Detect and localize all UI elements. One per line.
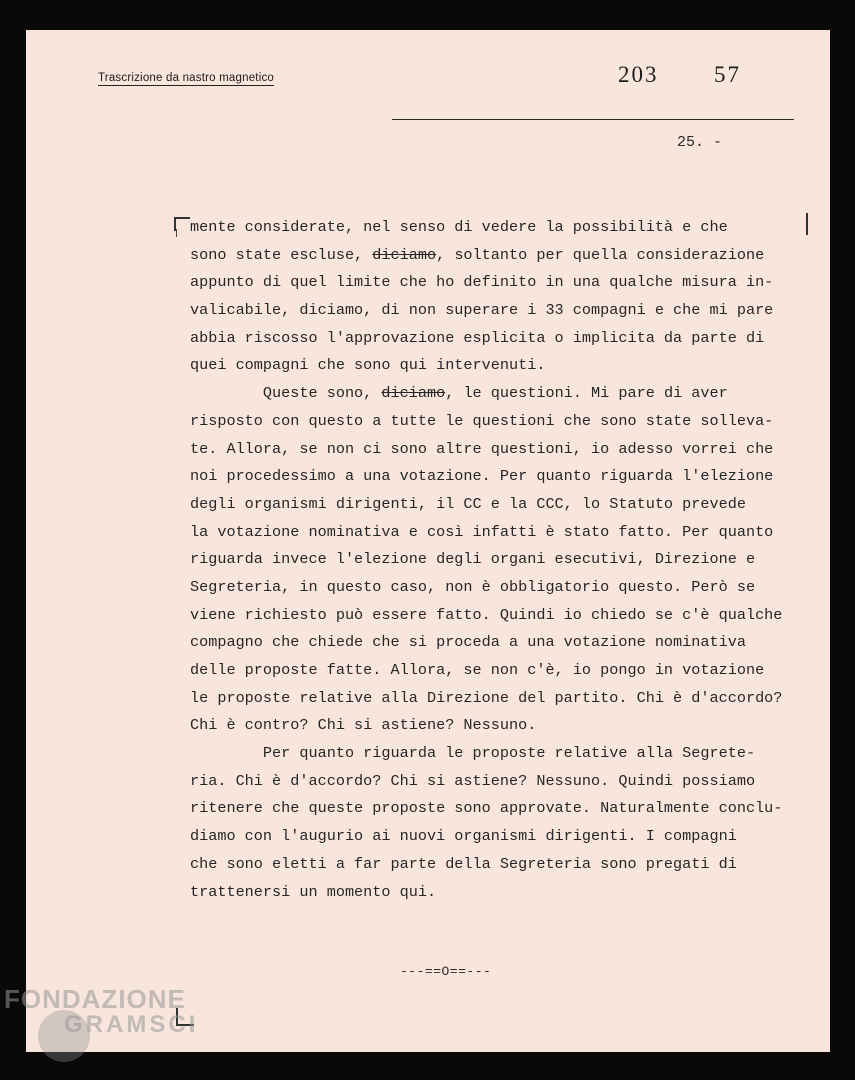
- text-segment: ritenere che queste proposte sono approvate. Naturalmente conclu-: [190, 799, 783, 818]
- text-segment: degli organismi dirigenti, il CC e la CCC, lo Statuto prevede: [190, 494, 746, 513]
- text-segment: la votazione nominativa e così infatti è stato fatto. Per quanto: [190, 522, 774, 541]
- text-segment: Queste sono,: [190, 384, 382, 403]
- text-segment: , soltanto per quella considerazione: [436, 245, 765, 264]
- text-line: [190, 242, 815, 270]
- page-number-primary: 203: [618, 62, 659, 87]
- text-line: [190, 879, 815, 907]
- archive-watermark: [4, 986, 198, 1038]
- text-segment: Segreteria, in questo caso, non è obbligatorio questo. Però se: [190, 577, 756, 596]
- text-segment: trattenersi un momento qui.: [190, 882, 437, 901]
- text-line: [190, 851, 815, 879]
- transcript-body: [190, 214, 815, 906]
- watermark-line-1: FONDAZIONE: [4, 984, 186, 1014]
- text-segment: Chi è contro? Chi si astiene? Nessuno.: [190, 716, 537, 735]
- text-line: [190, 491, 815, 519]
- text-segment: sono state escluse,: [190, 245, 373, 264]
- text-line: [190, 380, 815, 408]
- text-line: [190, 685, 815, 713]
- text-segment: quei compagni che sono qui intervenuti.: [190, 356, 546, 375]
- text-line: [190, 463, 815, 491]
- text-line: [190, 629, 815, 657]
- text-line: [190, 408, 815, 436]
- text-segment: compagno che chiede che si proceda a una votazione nominativa: [190, 633, 746, 652]
- bracket-tick: [176, 229, 177, 237]
- text-segment: risposto con questo a tutte le questioni che sono state solleva-: [190, 411, 774, 430]
- text-segment: che sono eletti a far parte della Segreteria sono pregati di: [190, 854, 737, 873]
- text-segment: riguarda invece l'elezione degli organi esecutivi, Direzione e: [190, 550, 756, 569]
- text-line: [190, 602, 815, 630]
- text-segment: abbia riscosso l'approvazione esplicita o implicita da parte di: [190, 328, 765, 347]
- leaf-number: 25. -: [677, 134, 723, 151]
- text-line: [190, 768, 815, 796]
- text-line: [190, 352, 815, 380]
- text-segment: Per quanto riguarda le proposte relative alla Segrete-: [190, 744, 756, 763]
- text-line: [190, 712, 815, 740]
- text-line: [190, 325, 815, 353]
- text-segment: te. Allora, se non ci sono altre questioni, io adesso vorrei che: [190, 439, 774, 458]
- text-segment: noi procedessimo a una votazione. Per quanto riguarda l'elezione: [190, 467, 774, 486]
- text-line: [190, 519, 815, 547]
- text-line: [190, 297, 815, 325]
- text-line: [190, 795, 815, 823]
- text-line: [190, 436, 815, 464]
- text-line: [190, 823, 815, 851]
- text-line: [190, 546, 815, 574]
- text-line: [190, 574, 815, 602]
- text-line: [190, 214, 815, 242]
- end-mark: ---==O==---: [400, 964, 492, 979]
- text-segment: valicabile, diciamo, di non superare i 33 compagni e che mi pare: [190, 301, 774, 320]
- text-segment: diamo con l'augurio ai nuovi organismi dirigenti. I compagni: [190, 827, 737, 846]
- page-number-secondary: 57: [714, 62, 741, 87]
- text-segment: viene richiesto può essere fatto. Quindi io chiedo se c'è qualche: [190, 605, 783, 624]
- text-segment: mente considerate, nel senso di vedere la possibilità e che: [190, 218, 728, 236]
- text-line: [190, 269, 815, 297]
- header-rule: [392, 119, 794, 120]
- struck-word: diciamo: [381, 384, 446, 403]
- text-segment: appunto di quel limite che ho definito in una qualche misura in-: [190, 273, 774, 292]
- text-segment: , le questioni. Mi pare di aver: [445, 384, 728, 403]
- struck-word: diciamo: [372, 245, 437, 264]
- watermark-line-2: GRAMSCI: [64, 1011, 199, 1038]
- text-segment: le proposte relative alla Direzione del partito. Chi è d'accordo?: [190, 688, 783, 707]
- text-line: [190, 740, 815, 768]
- text-line: [190, 657, 815, 685]
- text-segment: ria. Chi è d'accordo? Chi si astiene? Nessuno. Quindi possiamo: [190, 771, 756, 790]
- text-segment: delle proposte fatte. Allora, se non c'è, io pongo in votazione: [190, 661, 765, 679]
- transcription-header: Trascrizione da nastro magnetico: [98, 72, 274, 84]
